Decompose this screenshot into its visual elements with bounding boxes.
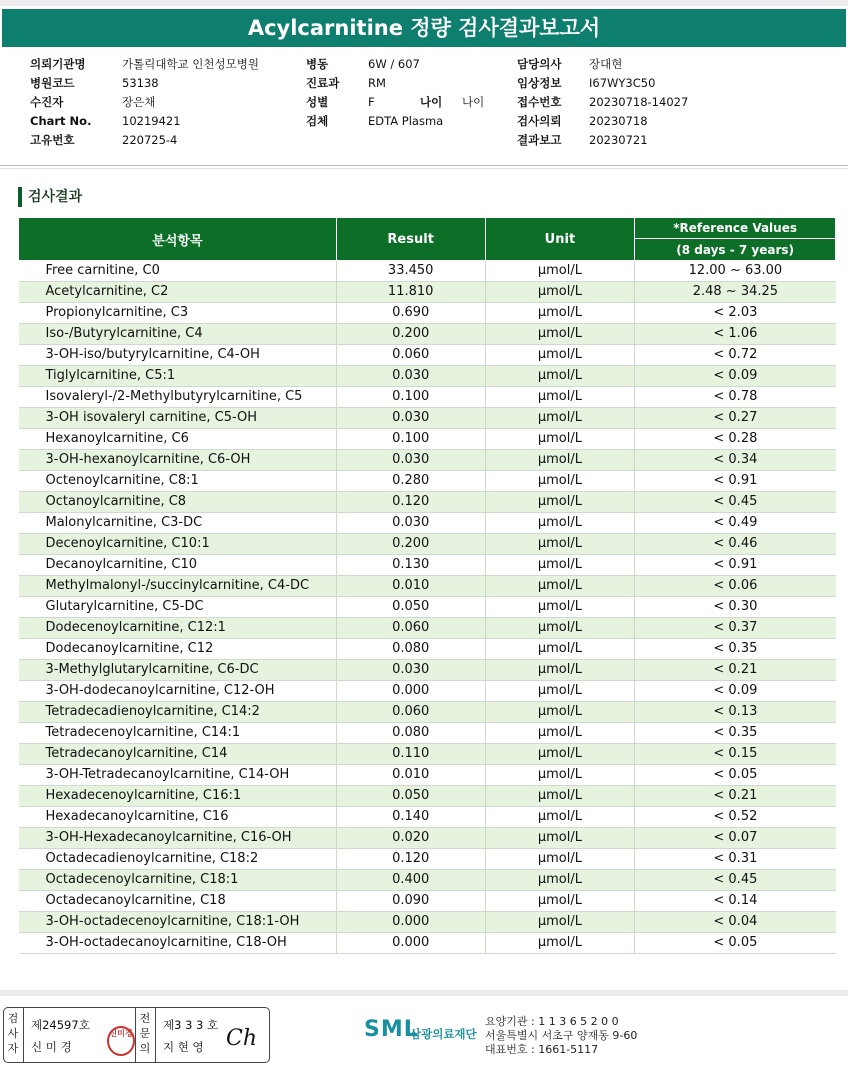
cell-analyte: Glutarylcarnitine, C5-DC bbox=[19, 597, 337, 618]
cell-reference: < 0.49 bbox=[635, 513, 836, 534]
cell-reference: < 0.30 bbox=[635, 597, 836, 618]
table-row bbox=[19, 849, 836, 870]
cell-result: 0.050 bbox=[336, 786, 485, 807]
table-row bbox=[19, 408, 836, 429]
cell-result: 0.130 bbox=[336, 555, 485, 576]
cell-unit: μmol/L bbox=[485, 492, 635, 513]
table-row bbox=[19, 618, 836, 639]
table-row bbox=[19, 828, 836, 849]
info-label: 수진자 bbox=[30, 95, 64, 109]
header-reference: *Reference Values bbox=[635, 218, 836, 239]
examiner-license: 제24597호 bbox=[31, 1018, 90, 1032]
table-row bbox=[19, 492, 836, 513]
cell-analyte: Malonylcarnitine, C3-DC bbox=[19, 513, 337, 534]
cell-analyte: Octadecenoylcarnitine, C18:1 bbox=[19, 870, 337, 891]
cell-unit: μmol/L bbox=[485, 534, 635, 555]
info-label: 임상정보 bbox=[517, 76, 562, 90]
cell-result: 0.010 bbox=[336, 765, 485, 786]
info-label: 검사의뢰 bbox=[517, 114, 562, 128]
cell-result: 0.090 bbox=[336, 891, 485, 912]
table-row bbox=[19, 261, 836, 282]
cell-result: 33.450 bbox=[336, 261, 485, 282]
cell-reference: < 0.91 bbox=[635, 471, 836, 492]
table-row bbox=[19, 870, 836, 891]
table-row bbox=[19, 366, 836, 387]
cell-unit: μmol/L bbox=[485, 513, 635, 534]
table-row bbox=[19, 765, 836, 786]
cell-result: 0.200 bbox=[336, 324, 485, 345]
lab-info bbox=[485, 1015, 637, 1057]
divider bbox=[155, 1008, 156, 1062]
cell-reference: 2.48 ~ 34.25 bbox=[635, 282, 836, 303]
seal-text: 신미경 bbox=[109, 1029, 133, 1038]
cell-analyte: 3-OH-iso/butyrylcarnitine, C4-OH bbox=[19, 345, 337, 366]
table-row bbox=[19, 933, 836, 954]
cell-analyte: Tiglylcarnitine, C5:1 bbox=[19, 366, 337, 387]
cell-unit: μmol/L bbox=[485, 555, 635, 576]
cell-unit: μmol/L bbox=[485, 387, 635, 408]
info-value: 20230718-14027 bbox=[589, 95, 689, 109]
cell-reference: < 0.09 bbox=[635, 366, 836, 387]
cell-reference: < 0.21 bbox=[635, 786, 836, 807]
age-value: 나이 bbox=[462, 95, 485, 109]
cell-reference: < 0.27 bbox=[635, 408, 836, 429]
cell-result: 0.060 bbox=[336, 345, 485, 366]
table-row bbox=[19, 450, 836, 471]
cell-result: 0.100 bbox=[336, 429, 485, 450]
cell-unit: μmol/L bbox=[485, 345, 635, 366]
cell-result: 0.030 bbox=[336, 408, 485, 429]
cell-result: 0.200 bbox=[336, 534, 485, 555]
cell-analyte: Octenoylcarnitine, C8:1 bbox=[19, 471, 337, 492]
cell-analyte: 3-OH-dodecanoylcarnitine, C12-OH bbox=[19, 681, 337, 702]
cell-unit: μmol/L bbox=[485, 891, 635, 912]
cell-unit: μmol/L bbox=[485, 828, 635, 849]
info-value: 20230721 bbox=[589, 133, 648, 147]
cell-analyte: Decenoylcarnitine, C10:1 bbox=[19, 534, 337, 555]
specialist-license: 제3 3 3 호 bbox=[163, 1018, 219, 1032]
cell-unit: μmol/L bbox=[485, 807, 635, 828]
cell-analyte: 3-OH isovaleryl carnitine, C5-OH bbox=[19, 408, 337, 429]
cell-reference: < 0.06 bbox=[635, 576, 836, 597]
cell-unit: μmol/L bbox=[485, 639, 635, 660]
cell-analyte: Octanoylcarnitine, C8 bbox=[19, 492, 337, 513]
cell-result: 0.140 bbox=[336, 807, 485, 828]
info-value: F bbox=[368, 95, 375, 109]
table-row bbox=[19, 639, 836, 660]
header-reference-range: (8 days - 7 years) bbox=[635, 239, 836, 261]
table-row bbox=[19, 429, 836, 450]
table-row bbox=[19, 723, 836, 744]
cell-analyte: Tetradecenoylcarnitine, C14:1 bbox=[19, 723, 337, 744]
info-label: 고유번호 bbox=[30, 133, 75, 147]
logo-text: SML bbox=[364, 1017, 419, 1042]
cell-analyte: Tetradecanoylcarnitine, C14 bbox=[19, 744, 337, 765]
table-row bbox=[19, 744, 836, 765]
cell-reference: < 0.46 bbox=[635, 534, 836, 555]
cell-analyte: Isovaleryl-/2-Methylbutyrylcarnitine, C5 bbox=[19, 387, 337, 408]
cell-result: 0.120 bbox=[336, 849, 485, 870]
info-value: 53138 bbox=[122, 76, 159, 90]
divider bbox=[23, 1008, 24, 1062]
table-row bbox=[19, 324, 836, 345]
cell-result: 0.010 bbox=[336, 576, 485, 597]
cell-unit: μmol/L bbox=[485, 723, 635, 744]
cell-analyte: 3-OH-Tetradecanoylcarnitine, C14-OH bbox=[19, 765, 337, 786]
results-table bbox=[18, 217, 836, 954]
cell-reference: < 0.09 bbox=[635, 681, 836, 702]
table-row bbox=[19, 786, 836, 807]
cell-unit: μmol/L bbox=[485, 450, 635, 471]
cell-analyte: Tetradecadienoylcarnitine, C14:2 bbox=[19, 702, 337, 723]
table-row bbox=[19, 513, 836, 534]
cell-result: 0.690 bbox=[336, 303, 485, 324]
cell-analyte: 3-OH-Hexadecanoylcarnitine, C16-OH bbox=[19, 828, 337, 849]
cell-unit: μmol/L bbox=[485, 912, 635, 933]
cell-analyte: 3-Methylglutarylcarnitine, C6-DC bbox=[19, 660, 337, 681]
table-row bbox=[19, 345, 836, 366]
table-row bbox=[19, 303, 836, 324]
cell-result: 0.100 bbox=[336, 387, 485, 408]
seal-stamp-icon bbox=[107, 1026, 135, 1056]
info-value: 장은채 bbox=[122, 95, 156, 109]
cell-analyte: Hexadecanoylcarnitine, C16 bbox=[19, 807, 337, 828]
info-value: 10219421 bbox=[122, 114, 181, 128]
cell-reference: < 0.35 bbox=[635, 723, 836, 744]
results-body bbox=[19, 261, 836, 954]
cell-reference: < 0.05 bbox=[635, 765, 836, 786]
cell-reference: < 0.34 bbox=[635, 450, 836, 471]
info-value: 가톨릭대학교 인천성모병원 bbox=[122, 57, 259, 71]
info-value: 220725-4 bbox=[122, 133, 178, 147]
cell-reference: < 0.37 bbox=[635, 618, 836, 639]
cell-result: 11.810 bbox=[336, 282, 485, 303]
cell-unit: μmol/L bbox=[485, 702, 635, 723]
cell-reference: < 0.21 bbox=[635, 660, 836, 681]
table-row bbox=[19, 702, 836, 723]
cell-reference: < 0.78 bbox=[635, 387, 836, 408]
cell-result: 0.080 bbox=[336, 723, 485, 744]
cell-result: 0.000 bbox=[336, 933, 485, 954]
header-analyte: 분석항목 bbox=[19, 218, 337, 261]
cell-result: 0.030 bbox=[336, 513, 485, 534]
header-result: Result bbox=[336, 218, 485, 261]
cell-reference: < 2.03 bbox=[635, 303, 836, 324]
cell-reference: < 1.06 bbox=[635, 324, 836, 345]
cell-analyte: 3-OH-octadecenoylcarnitine, C18:1-OH bbox=[19, 912, 337, 933]
cell-analyte: Octadecanoylcarnitine, C18 bbox=[19, 891, 337, 912]
cell-reference: < 0.52 bbox=[635, 807, 836, 828]
cell-result: 0.030 bbox=[336, 450, 485, 471]
table-row bbox=[19, 555, 836, 576]
table-row bbox=[19, 387, 836, 408]
lab-address: 서울특별시 서초구 양재동 9-60 bbox=[485, 1029, 638, 1042]
cell-result: 0.400 bbox=[336, 870, 485, 891]
info-value: 20230718 bbox=[589, 114, 648, 128]
cell-analyte: Acetylcarnitine, C2 bbox=[19, 282, 337, 303]
table-row bbox=[19, 597, 836, 618]
info-value: I67WY3C50 bbox=[589, 76, 656, 90]
table-row bbox=[19, 576, 836, 597]
cell-result: 0.020 bbox=[336, 828, 485, 849]
section-marker bbox=[18, 187, 22, 207]
cell-result: 0.030 bbox=[336, 660, 485, 681]
info-value: RM bbox=[368, 76, 386, 90]
divider bbox=[0, 165, 848, 166]
table-row bbox=[19, 660, 836, 681]
cell-unit: μmol/L bbox=[485, 324, 635, 345]
cell-reference: < 0.35 bbox=[635, 639, 836, 660]
cell-unit: μmol/L bbox=[485, 471, 635, 492]
cell-result: 0.030 bbox=[336, 366, 485, 387]
lab-phone: 대표번호 : 1661-5117 bbox=[485, 1043, 599, 1056]
cell-analyte: Methylmalonyl-/succinylcarnitine, C4-DC bbox=[19, 576, 337, 597]
cell-result: 0.050 bbox=[336, 597, 485, 618]
info-label: Chart No. bbox=[30, 114, 92, 128]
signer-role-label: 검사자 bbox=[7, 1012, 19, 1055]
cell-result: 0.060 bbox=[336, 702, 485, 723]
cell-analyte: Dodecenoylcarnitine, C12:1 bbox=[19, 618, 337, 639]
cell-reference: < 0.72 bbox=[635, 345, 836, 366]
info-label: 병동 bbox=[306, 57, 329, 71]
cell-unit: μmol/L bbox=[485, 765, 635, 786]
cell-result: 0.000 bbox=[336, 681, 485, 702]
cell-analyte: Free carnitine, C0 bbox=[19, 261, 337, 282]
cell-reference: < 0.04 bbox=[635, 912, 836, 933]
cell-reference: < 0.15 bbox=[635, 744, 836, 765]
cell-unit: μmol/L bbox=[485, 303, 635, 324]
age-label: 나이 bbox=[420, 95, 443, 109]
cell-unit: μmol/L bbox=[485, 744, 635, 765]
cell-unit: μmol/L bbox=[485, 933, 635, 954]
info-column-2 bbox=[306, 55, 484, 131]
cell-unit: μmol/L bbox=[485, 366, 635, 387]
cell-result: 0.080 bbox=[336, 639, 485, 660]
info-label: 접수번호 bbox=[517, 95, 562, 109]
info-label: 성별 bbox=[306, 95, 329, 109]
info-value: 장대현 bbox=[589, 57, 623, 71]
table-row bbox=[19, 681, 836, 702]
info-column-3 bbox=[517, 55, 688, 150]
cell-unit: μmol/L bbox=[485, 282, 635, 303]
cell-analyte: Propionylcarnitine, C3 bbox=[19, 303, 337, 324]
signer-role-label: 전문의 bbox=[139, 1012, 151, 1055]
signature-icon: Ch bbox=[226, 1026, 258, 1051]
lab-code: 요양기관 : 1 1 3 6 5 2 0 0 bbox=[485, 1015, 619, 1028]
cell-unit: μmol/L bbox=[485, 849, 635, 870]
cell-result: 0.110 bbox=[336, 744, 485, 765]
cell-result: 0.000 bbox=[336, 912, 485, 933]
cell-reference: < 0.28 bbox=[635, 429, 836, 450]
info-column-1 bbox=[30, 55, 259, 150]
cell-unit: μmol/L bbox=[485, 618, 635, 639]
cell-analyte: 3-OH-octadecanoylcarnitine, C18-OH bbox=[19, 933, 337, 954]
divider bbox=[135, 1008, 136, 1062]
cell-analyte: Hexadecenoylcarnitine, C16:1 bbox=[19, 786, 337, 807]
cell-reference: < 0.07 bbox=[635, 828, 836, 849]
cell-reference: < 0.45 bbox=[635, 870, 836, 891]
cell-result: 0.280 bbox=[336, 471, 485, 492]
cell-reference: < 0.13 bbox=[635, 702, 836, 723]
cell-result: 0.060 bbox=[336, 618, 485, 639]
info-label: 진료과 bbox=[306, 76, 340, 90]
cell-unit: μmol/L bbox=[485, 786, 635, 807]
cell-unit: μmol/L bbox=[485, 576, 635, 597]
info-value: EDTA Plasma bbox=[368, 114, 444, 128]
cell-analyte: Iso-/Butyrylcarnitine, C4 bbox=[19, 324, 337, 345]
sml-logo bbox=[364, 1015, 476, 1055]
cell-analyte: Hexanoylcarnitine, C6 bbox=[19, 429, 337, 450]
info-label: 결과보고 bbox=[517, 133, 562, 147]
header-unit: Unit bbox=[485, 218, 635, 261]
cell-unit: μmol/L bbox=[485, 597, 635, 618]
cell-reference: < 0.05 bbox=[635, 933, 836, 954]
cell-analyte: Dodecanoylcarnitine, C12 bbox=[19, 639, 337, 660]
divider bbox=[0, 168, 848, 169]
cell-unit: μmol/L bbox=[485, 408, 635, 429]
signature-box bbox=[3, 1007, 270, 1063]
cell-reference: < 0.31 bbox=[635, 849, 836, 870]
cell-unit: μmol/L bbox=[485, 681, 635, 702]
info-label: 담당의사 bbox=[517, 57, 562, 71]
cell-analyte: Decanoylcarnitine, C10 bbox=[19, 555, 337, 576]
cell-reference: < 0.91 bbox=[635, 555, 836, 576]
table-row bbox=[19, 534, 836, 555]
cell-unit: μmol/L bbox=[485, 660, 635, 681]
examiner-name: 신 미 경 bbox=[31, 1040, 72, 1054]
report-title: Acylcarnitine 정량 검사결과보고서 bbox=[2, 9, 846, 47]
info-label: 병원코드 bbox=[30, 76, 75, 90]
cell-result: 0.120 bbox=[336, 492, 485, 513]
logo-org-name: 삼광의료재단 bbox=[410, 1027, 477, 1041]
cell-reference: < 0.14 bbox=[635, 891, 836, 912]
cell-analyte: Octadecadienoylcarnitine, C18:2 bbox=[19, 849, 337, 870]
table-row bbox=[19, 807, 836, 828]
info-label: 의뢰기관명 bbox=[30, 57, 86, 71]
section-title: 검사결과 bbox=[28, 189, 83, 205]
table-row bbox=[19, 891, 836, 912]
cell-analyte: 3-OH-hexanoylcarnitine, C6-OH bbox=[19, 450, 337, 471]
table-row bbox=[19, 912, 836, 933]
cell-unit: μmol/L bbox=[485, 870, 635, 891]
table-row bbox=[19, 471, 836, 492]
cell-unit: μmol/L bbox=[485, 261, 635, 282]
top-strip bbox=[0, 0, 848, 6]
cell-reference: < 0.45 bbox=[635, 492, 836, 513]
cell-unit: μmol/L bbox=[485, 429, 635, 450]
info-label: 검체 bbox=[306, 114, 329, 128]
table-row bbox=[19, 282, 836, 303]
info-value: 6W / 607 bbox=[368, 57, 420, 71]
cell-reference: 12.00 ~ 63.00 bbox=[635, 261, 836, 282]
specialist-name: 지 현 영 bbox=[163, 1040, 204, 1054]
